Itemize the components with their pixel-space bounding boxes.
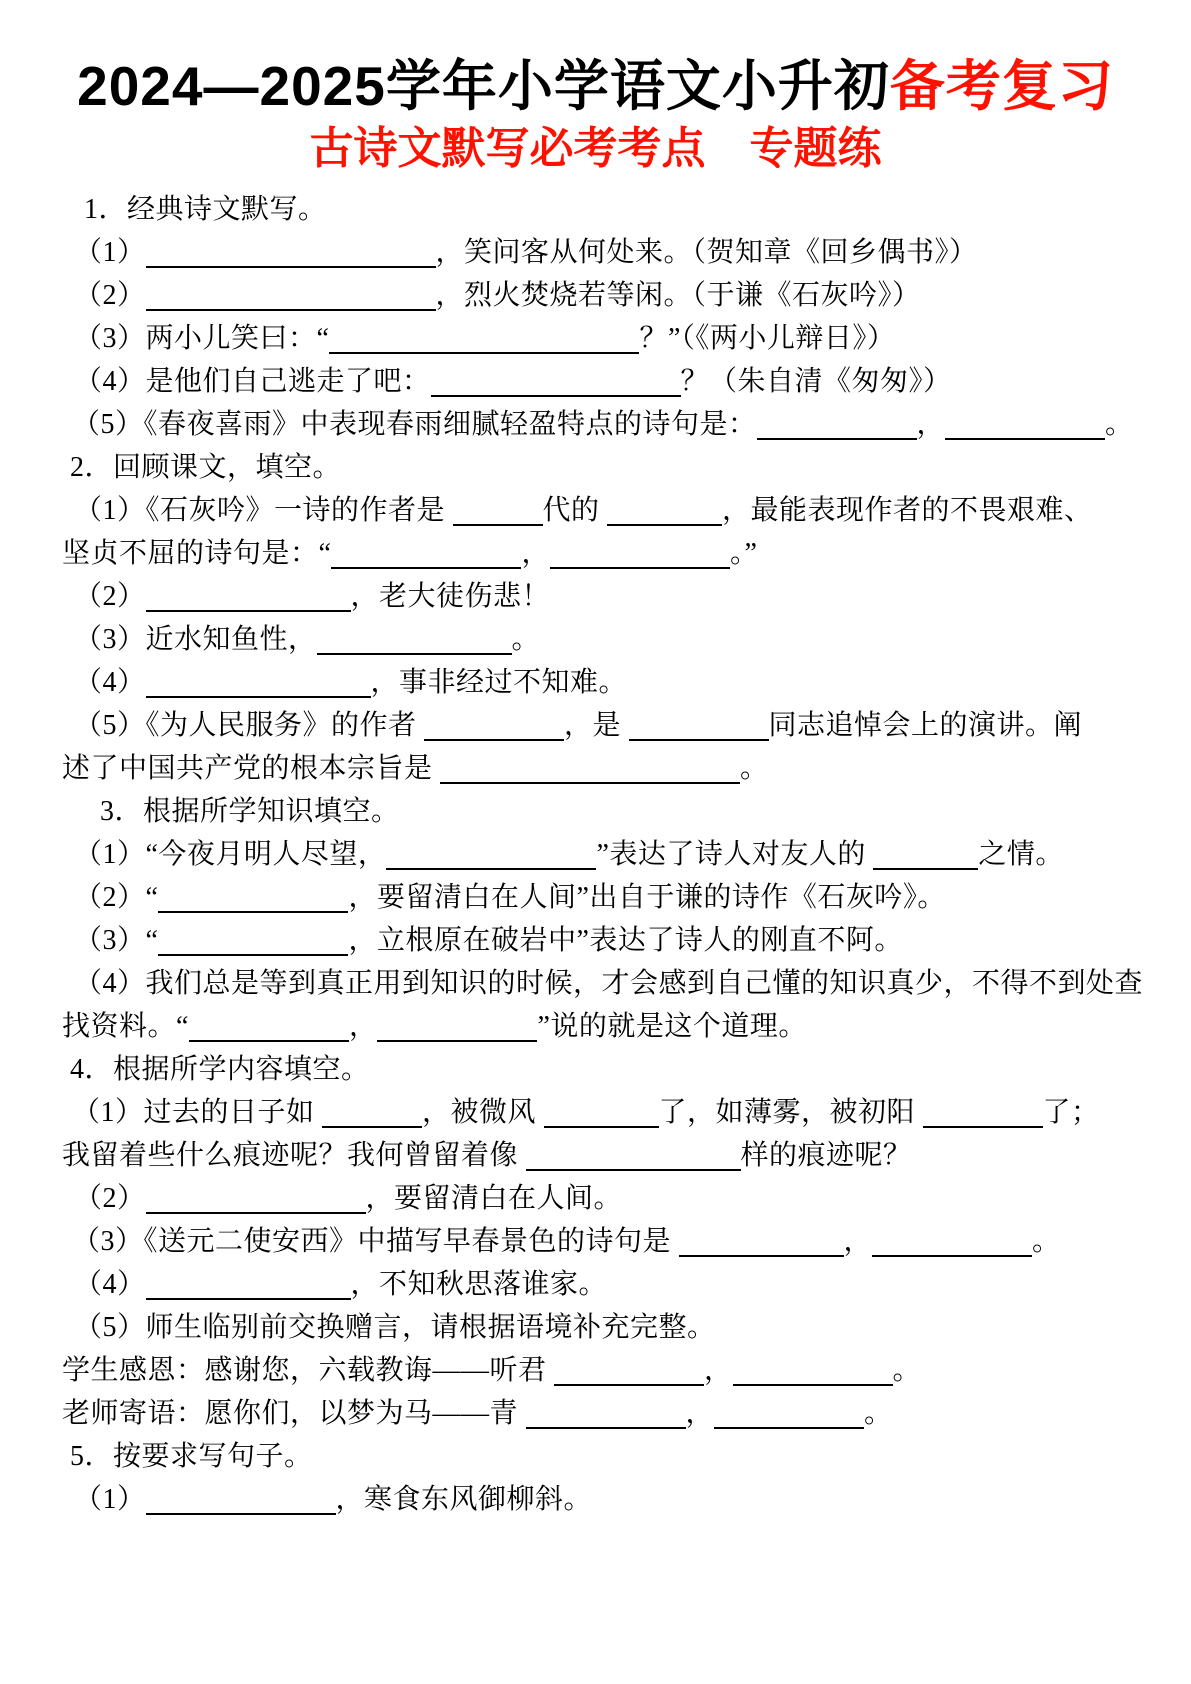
worksheet-line-17 xyxy=(74,876,1181,919)
text-run: 学生感恩：感谢您，六载教诲——听君 xyxy=(62,1355,555,1386)
text-run: ？”（《两小儿辩日》） xyxy=(639,323,896,354)
worksheet-line-23 xyxy=(62,1134,1181,1177)
worksheet-line-8 xyxy=(74,489,1181,532)
text-run: 5．按要求写句子。 xyxy=(70,1441,313,1472)
fill-in-blank xyxy=(872,1225,1032,1257)
worksheet-lines xyxy=(0,188,1191,1521)
text-run: 了，如薄雾，被初阳 xyxy=(658,1097,923,1128)
text-run: （4）是他们自己逃走了吧： xyxy=(74,366,431,397)
text-run: 坚贞不屈的诗句是：“ xyxy=(62,538,332,569)
text-run: 代的 xyxy=(542,495,608,526)
fill-in-blank xyxy=(146,236,436,268)
fill-in-blank xyxy=(873,838,978,870)
worksheet-line-16 xyxy=(74,833,1181,876)
worksheet-line-13 xyxy=(74,704,1181,747)
text-run: 同志追悼会上的演讲。阐 xyxy=(768,710,1083,741)
text-run: ，要留清白在人间”出自于谦的诗作《石灰吟》。 xyxy=(348,882,946,913)
worksheet-line-29 xyxy=(62,1392,1181,1435)
fill-in-blank xyxy=(629,709,769,741)
worksheet-line-10 xyxy=(74,575,1181,618)
text-run: ”说的就是这个道理。 xyxy=(537,1011,807,1042)
fill-in-blank xyxy=(331,537,521,569)
text-run: 。 xyxy=(511,624,541,655)
text-run: ，要留清白在人间。 xyxy=(365,1183,623,1214)
worksheet-line-26 xyxy=(74,1263,1181,1306)
fill-in-blank xyxy=(146,580,351,612)
fill-in-blank xyxy=(431,365,681,397)
text-run: ”表达了诗人对友人的 xyxy=(596,839,874,870)
worksheet-line-14 xyxy=(62,747,1181,790)
worksheet-line-24 xyxy=(74,1177,1181,1220)
text-run: 了； xyxy=(1042,1097,1100,1128)
text-run: ， xyxy=(916,409,946,440)
worksheet-line-15 xyxy=(100,790,1181,833)
worksheet-line-31 xyxy=(74,1478,1181,1521)
worksheet-line-3 xyxy=(74,274,1181,317)
text-run: ，寒食东风御柳斜。 xyxy=(335,1484,593,1515)
text-run: 。 xyxy=(740,753,769,784)
fill-in-blank xyxy=(146,1483,336,1515)
fill-in-blank xyxy=(322,1096,422,1128)
fill-in-blank xyxy=(453,494,543,526)
fill-in-blank xyxy=(317,623,512,655)
page-subtitle: 古诗文默写必考考点 专题练 xyxy=(309,124,882,173)
fill-in-blank xyxy=(158,924,348,956)
fill-in-blank xyxy=(424,709,564,741)
text-run: 3．根据所学知识填空。 xyxy=(100,796,400,827)
text-run: （2） xyxy=(74,1183,146,1214)
text-run: 。 xyxy=(1032,1226,1061,1257)
text-run: 找资料。“ xyxy=(62,1011,189,1042)
text-run: （2） xyxy=(74,280,146,311)
text-run: 1．经典诗文默写。 xyxy=(84,194,327,225)
worksheet-line-25 xyxy=(72,1220,1181,1263)
fill-in-blank xyxy=(945,408,1105,440)
text-run: （4） xyxy=(74,667,146,698)
text-run: ，不知秋思落谁家。 xyxy=(350,1269,608,1300)
fill-in-blank xyxy=(329,322,639,354)
text-run: 我留着些什么痕迹呢？我何曾留着像 xyxy=(62,1140,526,1171)
worksheet-line-20 xyxy=(62,1005,1181,1048)
page-title xyxy=(0,54,1191,118)
text-run: 样的痕迹呢？ xyxy=(740,1140,912,1171)
text-run: ，是 xyxy=(564,710,629,741)
text-run: 述了中国共产党的根本宗旨是 xyxy=(62,753,441,784)
worksheet-line-9 xyxy=(62,532,1181,575)
text-run: 。 xyxy=(892,1355,922,1386)
text-run: （1）《石灰吟》一诗的作者是 xyxy=(74,495,453,526)
text-run: ？（朱自清《匆匆》） xyxy=(680,366,952,397)
text-run: 。 xyxy=(1105,409,1134,440)
text-run: 。” xyxy=(729,538,758,569)
text-run: ，笑问客从何处来。（贺知章《回乡偶书》） xyxy=(435,237,978,268)
text-run: （4）我们总是等到真正用到知识的时候，才会感到自己懂的知识真少，不得不到处查 xyxy=(74,968,1144,999)
text-run: ，事非经过不知难。 xyxy=(370,667,628,698)
text-run: ，烈火焚烧若等闲。（于谦《石灰吟》） xyxy=(435,280,921,311)
text-run: 。 xyxy=(864,1398,893,1429)
page-title-red-part: 备考复习 xyxy=(889,55,1114,117)
fill-in-blank xyxy=(554,1354,704,1386)
fill-in-blank xyxy=(526,1397,686,1429)
text-run: （5）《春夜喜雨》中表现春雨细腻轻盈特点的诗句是： xyxy=(72,409,757,440)
worksheet-line-27 xyxy=(74,1306,1181,1349)
worksheet-line-19 xyxy=(74,962,1181,1005)
fill-in-blank xyxy=(146,666,371,698)
text-run: 2．回顾课文，填空。 xyxy=(70,452,342,483)
fill-in-blank xyxy=(550,537,730,569)
fill-in-blank xyxy=(733,1354,893,1386)
worksheet-line-21 xyxy=(70,1048,1181,1091)
text-run: ，最能表现作者的不畏艰难、 xyxy=(722,495,1093,526)
worksheet-line-5 xyxy=(74,360,1181,403)
text-run: ，老大徒伤悲！ xyxy=(350,581,551,612)
text-run: （5）《为人民服务》的作者 xyxy=(74,710,425,741)
worksheet-line-2 xyxy=(74,231,1181,274)
text-run: （3）近水知鱼性， xyxy=(74,624,317,655)
worksheet-line-4 xyxy=(74,317,1181,360)
text-run: （1）过去的日子如 xyxy=(72,1097,323,1128)
fill-in-blank xyxy=(146,1182,366,1214)
text-run: ， xyxy=(843,1226,873,1257)
worksheet-line-1 xyxy=(84,188,1181,231)
fill-in-blank xyxy=(189,1010,349,1042)
worksheet-line-12 xyxy=(74,661,1181,704)
fill-in-blank xyxy=(714,1397,864,1429)
worksheet-line-28 xyxy=(62,1349,1181,1392)
fill-in-blank xyxy=(146,1268,351,1300)
text-run: （3）《送元二使安西》中描写早春景色的诗句是 xyxy=(72,1226,679,1257)
worksheet-line-6 xyxy=(72,403,1181,446)
fill-in-blank xyxy=(757,408,917,440)
fill-in-blank xyxy=(386,838,596,870)
text-run: （3）两小儿笑曰：“ xyxy=(74,323,330,354)
fill-in-blank xyxy=(440,752,740,784)
text-run: （4） xyxy=(74,1269,146,1300)
fill-in-blank xyxy=(544,1096,659,1128)
fill-in-blank xyxy=(679,1225,844,1257)
fill-in-blank xyxy=(377,1010,537,1042)
text-run: （1） xyxy=(74,237,146,268)
text-run: ，被微风 xyxy=(422,1097,544,1128)
text-run: （2） xyxy=(74,581,146,612)
worksheet-line-22 xyxy=(72,1091,1181,1134)
worksheet-line-7 xyxy=(70,446,1181,489)
worksheet-line-18 xyxy=(74,919,1181,962)
page-title-black-part: 2024—2025学年小学语文小升初 xyxy=(77,55,890,117)
fill-in-blank xyxy=(526,1139,741,1171)
text-run: ， xyxy=(348,1011,378,1042)
worksheet-line-30 xyxy=(70,1435,1181,1478)
text-run: （5）师生临别前交换赠言，请根据语境补充完整。 xyxy=(74,1312,716,1343)
text-run: ， xyxy=(521,538,550,569)
text-run: ， xyxy=(685,1398,715,1429)
text-run: ，立根原在破岩中”表达了诗人的刚直不阿。 xyxy=(348,925,903,956)
fill-in-blank xyxy=(923,1096,1043,1128)
text-run: 老师寄语：愿你们，以梦为马——青 xyxy=(62,1398,526,1429)
text-run: （1） xyxy=(74,1484,146,1515)
text-run: （2）“ xyxy=(74,882,159,913)
text-run: ， xyxy=(704,1355,733,1386)
fill-in-blank xyxy=(158,881,348,913)
text-run: 4．根据所学内容填空。 xyxy=(70,1054,370,1085)
worksheet-line-11 xyxy=(74,618,1181,661)
fill-in-blank xyxy=(146,279,436,311)
fill-in-blank xyxy=(607,494,722,526)
text-run: （1）“今夜月明人尽望， xyxy=(74,839,387,870)
text-run: 之情。 xyxy=(978,839,1064,870)
text-run: （3）“ xyxy=(74,925,159,956)
